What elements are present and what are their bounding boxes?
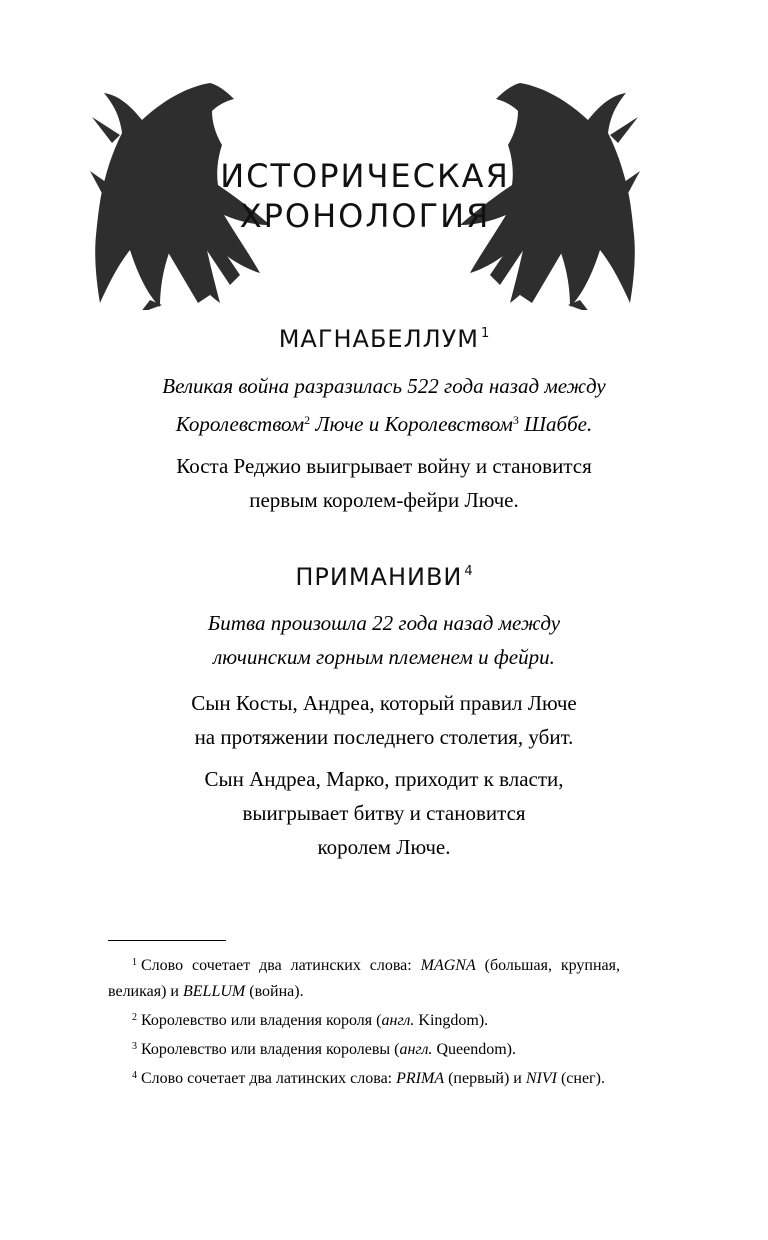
text-line: лючинским горным племенем и фейри.: [213, 645, 555, 669]
text-span: Люче и Королевством: [310, 412, 513, 436]
footnote-ref: 2: [304, 413, 311, 427]
text-line: Коста Реджио выигрывает войну и становится: [176, 454, 592, 478]
footnote-text: Queendom).: [432, 1041, 516, 1058]
chapter-header: [90, 75, 640, 310]
footnote-number: 4: [132, 1070, 137, 1081]
footnote-emphasis: англ.: [381, 1012, 415, 1029]
footnote-text: Королевство или владения королевы (: [141, 1041, 400, 1058]
footnote-emphasis: англ.: [399, 1041, 433, 1058]
chapter-title-line2: ХРОНОЛОГИЯ: [239, 197, 491, 235]
footnote-ref: 1: [481, 326, 490, 341]
text-line: королем Люче.: [317, 835, 451, 859]
footnote-1: [108, 950, 620, 1005]
text-line: [0, 403, 768, 441]
text-line: Битва произошла 22 года назад между: [207, 611, 561, 635]
section-title-primanivi: [0, 565, 768, 589]
footnote-ref: 3: [512, 413, 519, 427]
section1-italic: [0, 369, 768, 441]
section-title-text: ПРИМАНИВИ: [295, 563, 463, 591]
footnote-text: (война).: [245, 983, 304, 1000]
footnote-emphasis: PRIMA: [396, 1070, 445, 1087]
text-line: на протяжении последнего столетия, убит.: [194, 725, 574, 749]
section-title-magnabellum: [0, 327, 768, 351]
footnote-divider: [108, 940, 226, 941]
text-line: Сын Андреа, Марко, приходит к власти,: [204, 767, 564, 791]
footnote-text: Kingdom).: [414, 1012, 489, 1029]
footnote-emphasis: MAGNA: [420, 957, 476, 974]
text-line: Сын Косты, Андреа, который правил Люче: [191, 691, 577, 715]
footnote-4: [108, 1063, 620, 1092]
text-span: Королевством: [175, 412, 305, 436]
footnote-3: [108, 1034, 620, 1063]
section2-body-a: [0, 686, 768, 754]
footnote-number: 3: [132, 1041, 137, 1052]
footnote-text: (первый) и: [444, 1070, 526, 1087]
footnote-number: 1: [132, 957, 137, 968]
footnote-text: (большая, крупная, великая) и: [108, 957, 621, 1000]
footnote-2: [108, 1005, 620, 1034]
section2-body-b: [0, 762, 768, 864]
chapter-title-line1: ИСТОРИЧЕСКАЯ: [220, 157, 510, 195]
footnote-text: Слово сочетает два латинских слова:: [141, 957, 421, 974]
footnote-emphasis: BELLUM: [183, 983, 246, 1000]
footnote-ref: 4: [464, 564, 473, 579]
footnote-emphasis: NIVI: [525, 1070, 557, 1087]
footnote-number: 2: [132, 1012, 137, 1023]
section1-body: [0, 449, 768, 517]
footnote-text: (снег).: [556, 1070, 605, 1087]
section-title-text: МАГНАБЕЛЛУМ: [278, 325, 479, 353]
text-span: Шаббе.: [518, 412, 593, 436]
footnote-text: Королевство или владения короля (: [141, 1012, 382, 1029]
text-line: Великая война разразилась 522 года назад между: [162, 374, 606, 398]
footnote-text: Слово сочетает два латинских слова:: [141, 1070, 397, 1087]
footnotes: [108, 950, 620, 1092]
section2-italic: [0, 606, 768, 674]
text-line: выигрывает битву и становится: [242, 801, 526, 825]
text-line: первым королем-фейри Люче.: [249, 488, 519, 512]
